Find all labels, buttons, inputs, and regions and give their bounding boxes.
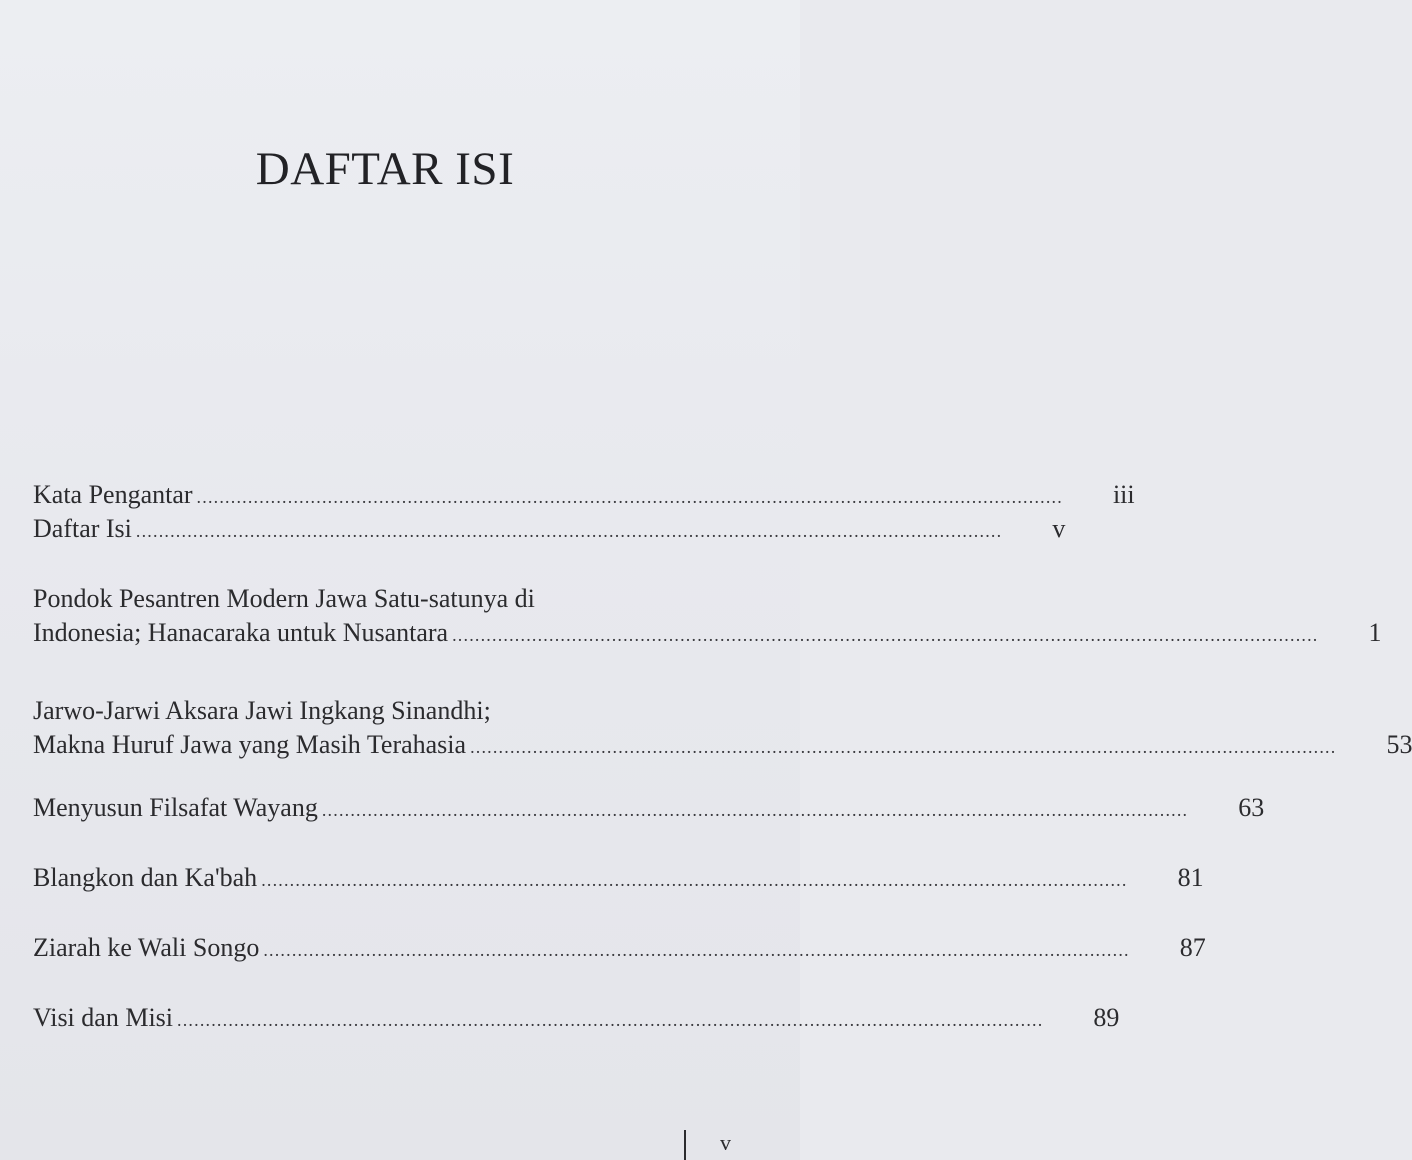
toc-entry bbox=[33, 931, 1206, 965]
toc-entry-page: 87 bbox=[1179, 933, 1206, 962]
toc-entry-title: Daftar Isi bbox=[33, 514, 132, 543]
dot-leader bbox=[177, 1003, 1043, 1037]
dot-leader bbox=[470, 730, 1336, 764]
dot-leader bbox=[263, 933, 1129, 967]
toc-entry-page: 63 bbox=[1238, 793, 1265, 822]
page-title: DAFTAR ISI bbox=[255, 143, 515, 195]
toc-entry-title: Visi dan Misi bbox=[33, 1003, 174, 1032]
dot-leader bbox=[261, 863, 1127, 897]
toc-entry bbox=[33, 582, 1382, 650]
toc-entry-title-line-2: Indonesia; Hanacaraka untuk Nusantara bbox=[33, 618, 449, 647]
toc-entry-title: Menyusun Filsafat Wayang bbox=[33, 793, 318, 822]
toc-entry-page: iii bbox=[1112, 480, 1135, 509]
toc-entry-title-line-2: Makna Huruf Jawa yang Masih Terahasia bbox=[33, 730, 467, 759]
toc-entry bbox=[33, 694, 1412, 762]
toc-entry-page: 53 bbox=[1386, 730, 1412, 759]
page-number: v bbox=[720, 1130, 731, 1155]
toc-entry-title: Ziarah ke Wali Songo bbox=[33, 933, 260, 962]
dot-leader bbox=[452, 618, 1318, 652]
dot-leader bbox=[322, 793, 1188, 827]
toc-entry bbox=[33, 791, 1265, 825]
toc-entry-title: Blangkon dan Ka'bah bbox=[33, 863, 258, 892]
toc-entry-title: Kata Pengantar bbox=[33, 480, 193, 509]
toc-entry bbox=[33, 1001, 1120, 1035]
toc-entry bbox=[33, 478, 1135, 512]
toc-entry-page: 1 bbox=[1368, 618, 1382, 647]
toc-entry bbox=[33, 861, 1204, 895]
dot-leader bbox=[197, 480, 1063, 514]
toc-entry-page: 81 bbox=[1177, 863, 1204, 892]
toc-entry-title-line-1: Pondok Pesantren Modern Jawa Satu-satunya di bbox=[33, 584, 535, 613]
toc-entry-page: v bbox=[1052, 514, 1066, 543]
toc-entry-title-line-1: Jarwo-Jarwi Aksara Jawi Ingkang Sinandhi; bbox=[33, 696, 491, 725]
toc-entry bbox=[33, 512, 1066, 546]
toc-entry-page: 89 bbox=[1093, 1003, 1120, 1032]
footer-divider bbox=[684, 1130, 686, 1160]
dot-leader bbox=[136, 514, 1002, 548]
